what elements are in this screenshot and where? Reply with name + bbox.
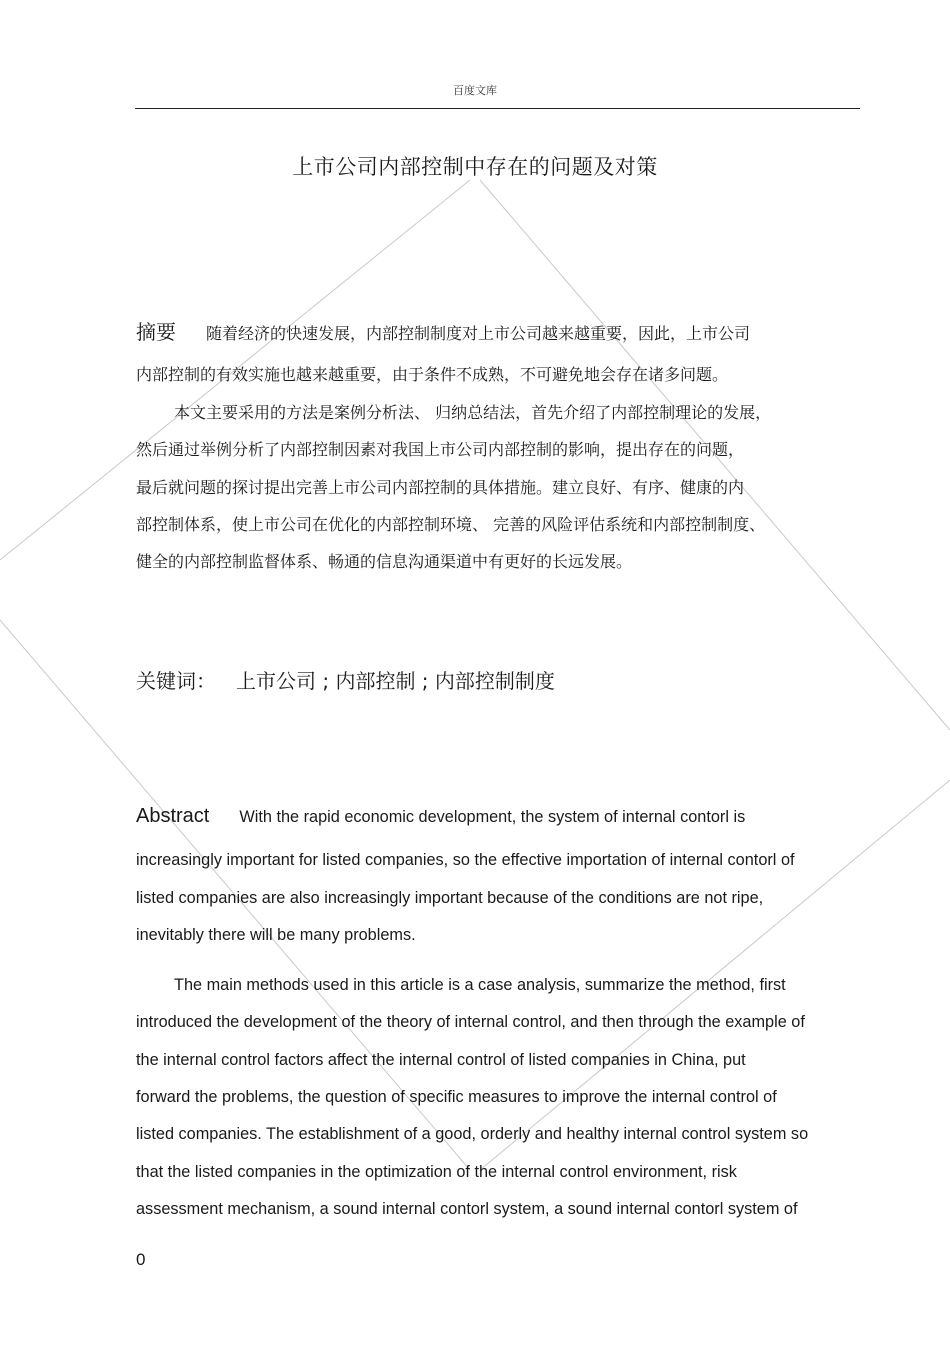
abstract-en-line-3: listed companies are also increasingly important because of the conditions are not ripe, [136,889,764,907]
abstract-zh-line-3: 本文主要采用的方法是案例分析法、 归纳总结法，首先介绍了内部控制理论的发展， [174,403,772,422]
abstract-en-line-8: forward the problems, the question of specific measures to improve the internal control of [136,1088,777,1106]
abstract-en-line-10: that the listed companies in the optimization of the internal control environment, risk [136,1163,737,1181]
abstract-zh-label: 摘要 [136,320,176,344]
abstract-zh-line-5: 最后就问题的探讨提出完善上市公司内部控制的具体措施。建立良好、有序、健康的内 [136,478,745,497]
keywords-value: 上市公司 ; 内部控制 ; 内部控制制度 [236,669,555,693]
document-title: 上市公司内部控制中存在的问题及对策 [292,155,658,179]
abstract-en-line-1: Abstract With the rapid economic development, the system of internal contorl is [136,805,746,827]
abstract-zh-line-2: 内部控制的有效实施也越来越重要，由于条件不成熟，不可避免地会存在诸多问题。 [136,365,729,384]
header-site-name: 百度文库 [453,84,497,97]
abstract-en-line-9: listed companies. The establishment of a good, orderly and healthy internal control system so [136,1125,809,1143]
abstract-zh-line-4: 然后通过举例分析了内部控制因素对我国上市公司内部控制的影响，提出存在的问题， [136,440,745,459]
abstract-en-line-6: introduced the development of the theory of internal control, and then through the example of [136,1013,805,1031]
abstract-zh-line-1: 摘要 随着经济的快速发展，内部控制制度对上市公司越来越重要，因此，上市公司 [136,320,751,344]
abstract-en-label: Abstract [136,805,210,827]
abstract-en-line-4: inevitably there will be many problems. [136,926,416,944]
abstract-zh-line-6: 部控制体系，使上市公司在优化的内部控制环境、 完善的风险评估系统和内部控制制度、 [136,515,766,534]
abstract-en-line-11: assessment mechanism, a sound internal contorl system, a sound internal contorl system of [136,1200,798,1218]
abstract-zh-line-7: 健全的内部控制监督体系、畅通的信息沟通渠道中有更好的长远发展。 [136,552,633,571]
abstract-en-line-7: the internal control factors affect the internal control of listed companies in China, put [136,1051,746,1069]
abstract-en-line-2: increasingly important for listed companies, so the effective importation of internal contorl of [136,851,795,869]
header-rule [135,108,860,109]
keywords-line [136,665,555,694]
keywords-label: 关键词： [136,669,216,693]
abstract-en-line-5: The main methods used in this article is a case analysis, summarize the method, first [174,976,786,994]
page-number: 0 [136,1250,146,1269]
